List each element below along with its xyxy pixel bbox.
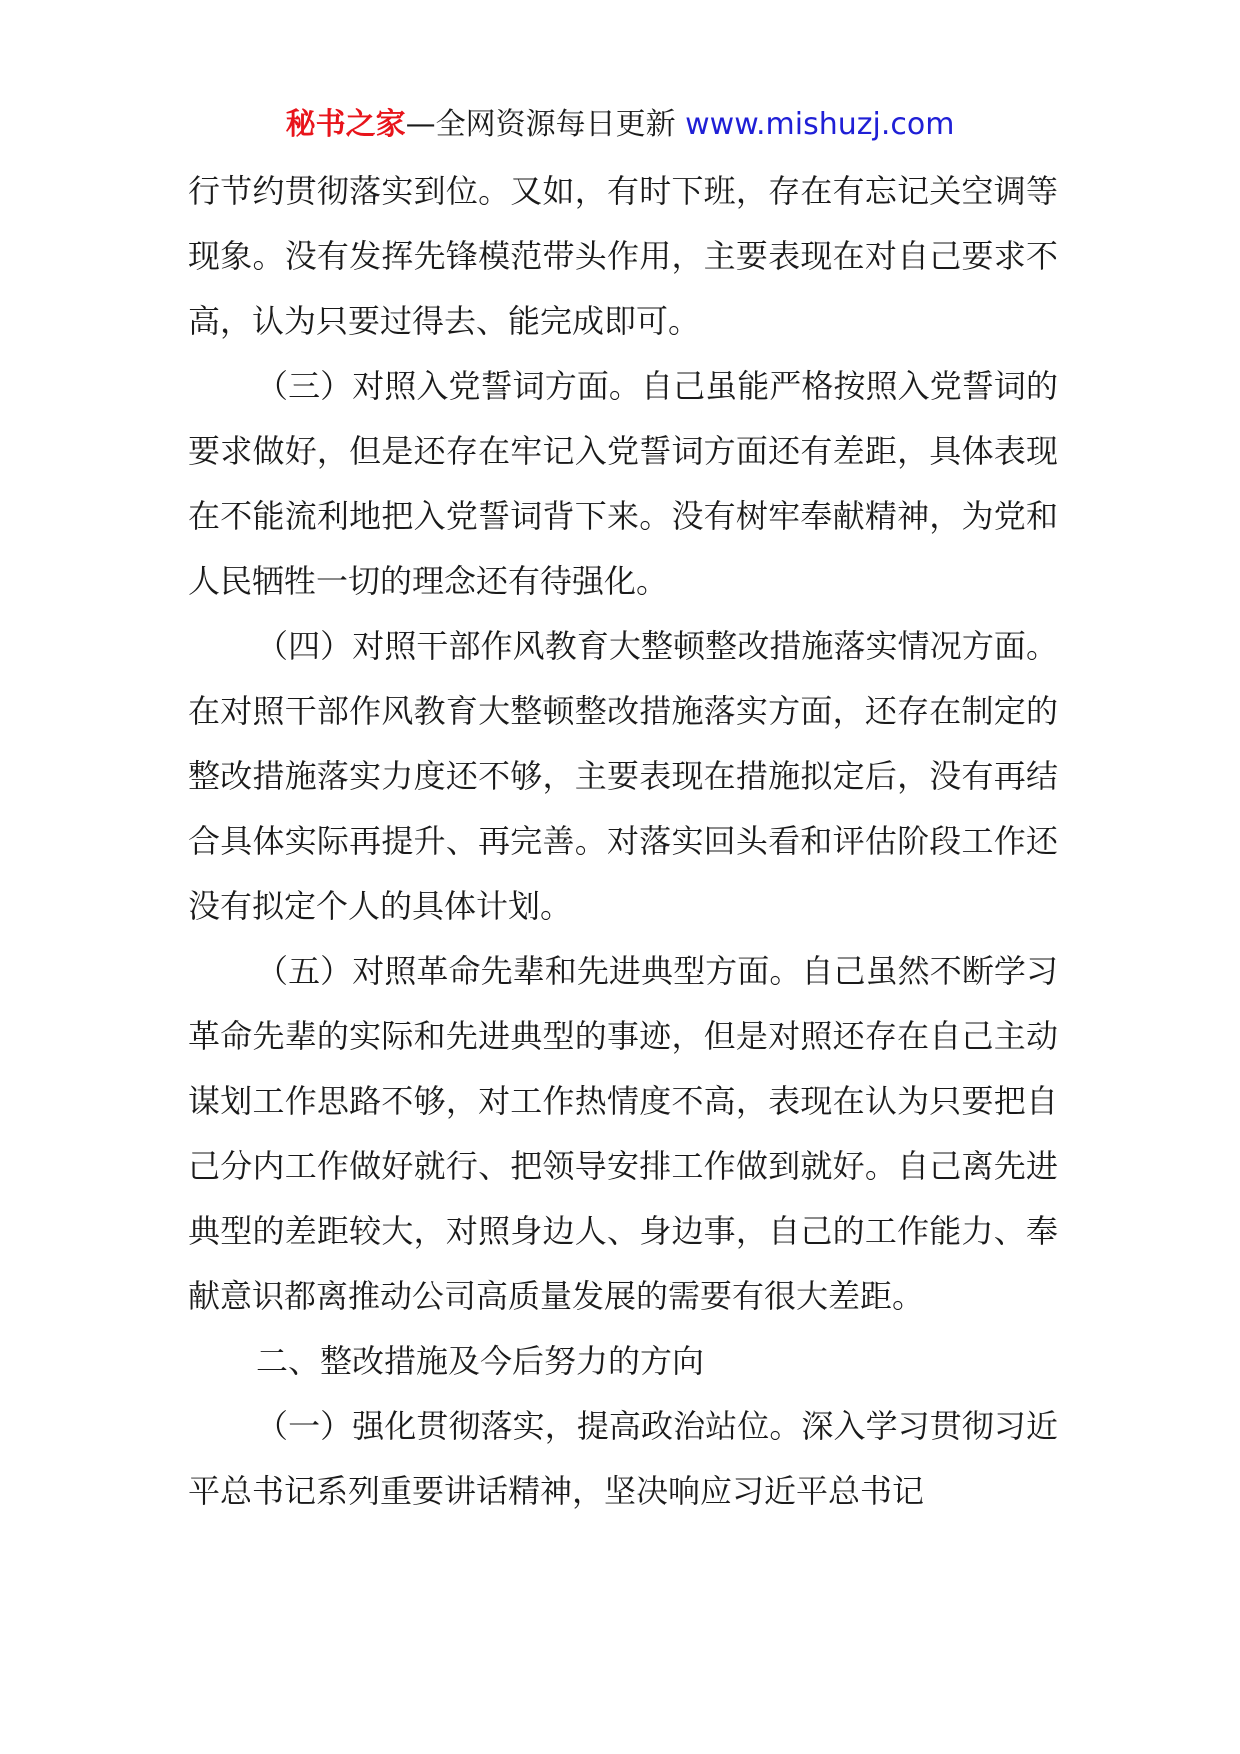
header-slogan: —全网资源每日更新 — [405, 107, 676, 142]
brand-name: 秘书之家 — [285, 107, 406, 142]
paragraph-measure-1: （一）强化贯彻落实，提高政治站位。深入学习贯彻习近平总书记系列重要讲话精神，坚决响应习近平总书记 — [188, 1407, 1058, 1510]
site-url-link[interactable]: www.mishuzj.com — [685, 107, 955, 142]
paragraph-section-5: （五）对照革命先辈和先进典型方面。自己虽然不断学习革命先辈的实际和先进典型的事迹，但是对照还存在自己主动谋划工作思路不够，对工作热情度不高，表现在认为只要把自己分内工作做好就行、把领导安排工作做到就好。自己离先进典型的差距较大，对照身边人、身边事，自己的工作能力、奉献意识都离推动公司高质量发展的需要有很大差距。 — [188, 952, 1058, 1315]
page-header — [0, 98, 1240, 152]
paragraph-continuation: 行节约贯彻落实到位。又如，有时下班，存在有忘记关空调等现象。没有发挥先锋模范带头作用，主要表现在对自己要求不高，认为只要过得去、能完成即可。 — [188, 172, 1058, 340]
section-heading-2: 二、整改措施及今后努力的方向 — [256, 1342, 705, 1380]
paragraph-section-4: （四）对照干部作风教育大整顿整改措施落实情况方面。在对照干部作风教育大整顿整改措施落实方面，还存在制定的整改措施落实力度还不够，主要表现在措施拟定后，没有再结合具体实际再提升、再完善。对落实回头看和评估阶段工作还没有拟定个人的具体计划。 — [188, 627, 1058, 925]
document-body — [188, 159, 1058, 1524]
paragraph-section-3: （三）对照入党誓词方面。自己虽能严格按照入党誓词的要求做好，但是还存在牢记入党誓词方面还有差距，具体表现在不能流利地把入党誓词背下来。没有树牢奉献精神，为党和人民牺牲一切的理念还有待强化。 — [188, 367, 1058, 600]
